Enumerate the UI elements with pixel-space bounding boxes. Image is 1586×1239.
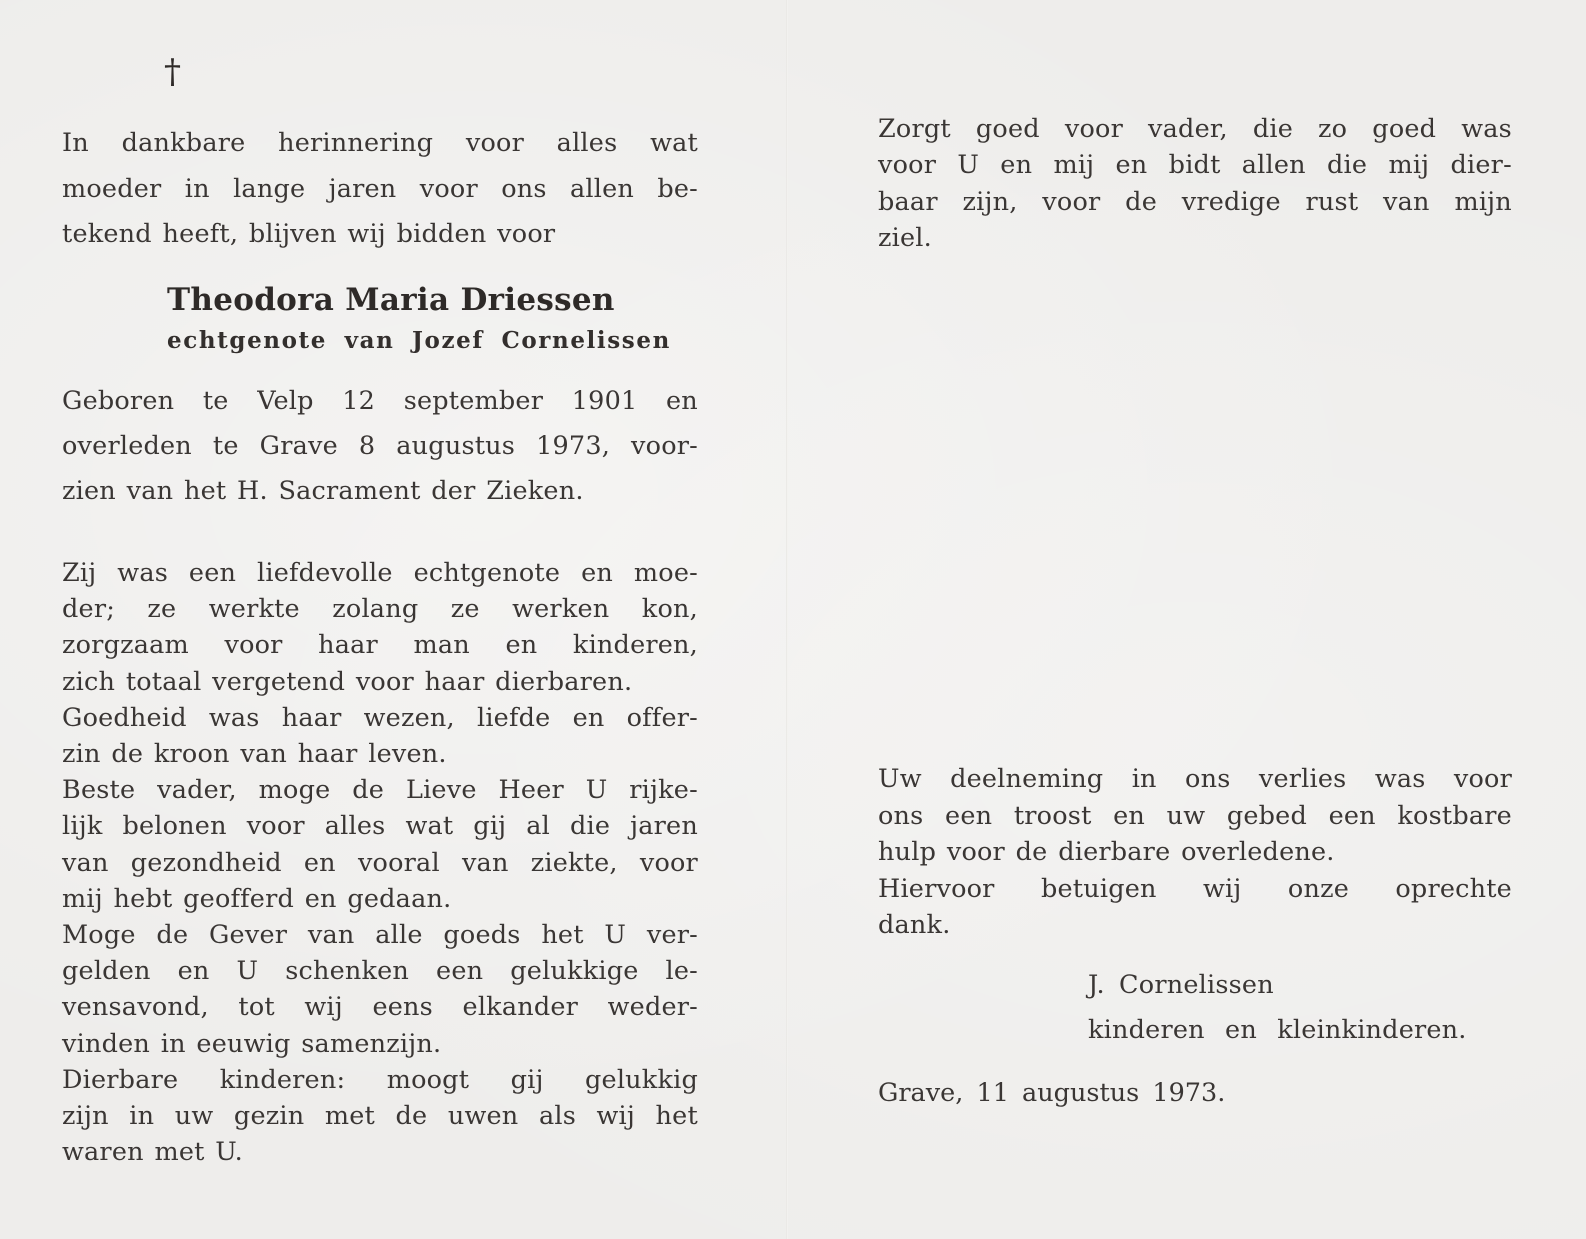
signature-family: kinderen en kleinkinderen. bbox=[1088, 1015, 1467, 1045]
deceased-name: Theodora Maria Driessen bbox=[167, 282, 615, 318]
signature-name: J. Cornelissen bbox=[1088, 970, 1274, 1000]
cross-icon: † bbox=[164, 52, 181, 92]
center-fold bbox=[786, 0, 788, 1239]
place-and-date: Grave, 11 augustus 1973. bbox=[878, 1078, 1226, 1108]
spouse-line: echtgenote van Jozef Cornelissen bbox=[167, 327, 671, 354]
memorial-card: † In dankbare herinnering voor alles wat moeder in lange jaren voor ons allen be- tekend heeft, blijven wij bidden voor Theodora Maria Driessen echtgenote van Jozef Cornelissen Geboren te Velp 12 september 1901 en overleden te Grave 8 augustus 1973, voor- zien van het H. Sacrament der Zieken. Zij was een liefdevolle echtgenote en moe- der; ze werkte zolang ze werken kon, zorgzaam voor haar man en kinderen, zich totaal vergetend voor haar dierbaren. Goedheid was haar wezen, liefde en offer- zin de kroon van haar leven. Beste vader, moge de Lieve Heer U rijke- lijk belonen voor alles wat gij al die jaren van gezondheid en vooral van ziekte, voor mij hebt geofferd en gedaan. Moge de Gever van alle goeds het U ver- gelden en U schenken een gelukkige le- vensavond, tot wij eens elkander weder- vinden in eeuwig samenzijn. Dierbare kinderen: moogt gij gelukkig zijn in uw gezin met de uwen als wij het waren met U. Zorgt goed voor vader, die zo goed was voor U en mij en bidt allen die mij dier- baar zijn, voor de vredige rust van mijn ziel. Uw deelneming in ons verlies was voor ons een troost en uw gebed een kostbare hulp voor de dierbare overledene. Hiervoor betuigen wij onze oprechte dank. J. Cornelissen kinderen en kleinkinderen. Grave, 11 augustus 1973. bbox=[0, 0, 1586, 1239]
